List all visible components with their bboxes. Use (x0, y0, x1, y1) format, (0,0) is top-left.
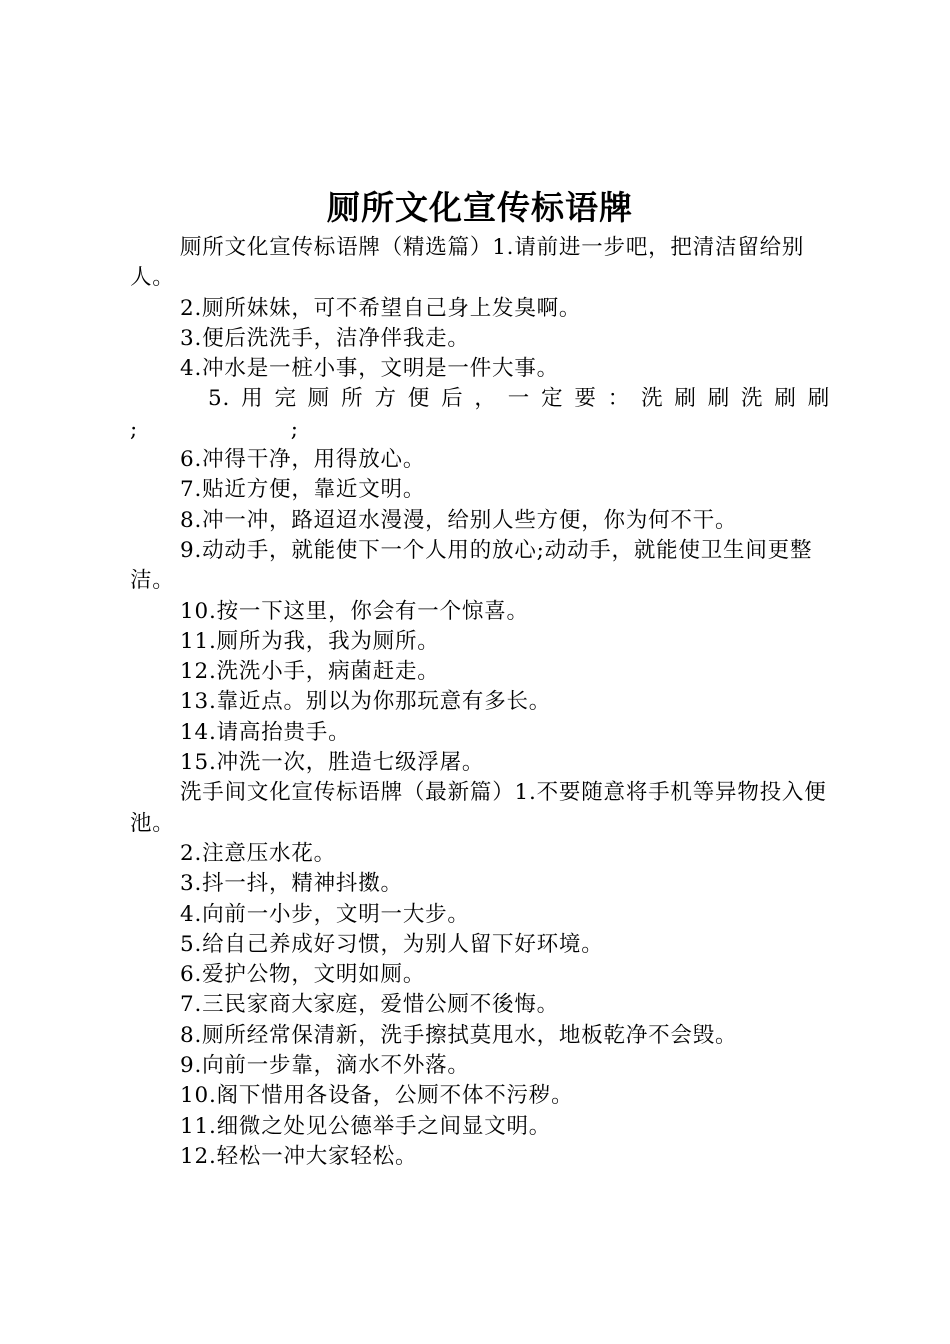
paragraph: 8.冲一冲，路迢迢水漫漫，给别人些方便，你为何不干。 (180, 507, 738, 533)
paragraph: 7.三民家商大家庭，爱惜公厕不後悔。 (180, 992, 559, 1018)
paragraph: 9.动动手，就能使下一个人用的放心;动动手，就能使卫生间更整洁。 (130, 537, 813, 594)
paragraph: 14.请高抬贵手。 (180, 719, 351, 745)
paragraph: 8.厕所经常保清新，洗手擦拭莫甩水，地板乾净不会毁。 (180, 1022, 738, 1048)
paragraph: 5.给自己养成好习惯，为别人留下好环境。 (180, 931, 604, 957)
paragraph: 6.冲得干净，用得放心。 (180, 447, 426, 473)
paragraph: 11.厕所为我，我为厕所。 (180, 628, 440, 654)
paragraph: 4.向前一小步，文明一大步。 (180, 901, 470, 927)
paragraph: 2.注意压水花。 (180, 840, 336, 866)
paragraph: 10.按一下这里，你会有一个惊喜。 (180, 598, 529, 624)
paragraph: 3.抖一抖，精神抖擞。 (180, 871, 403, 897)
paragraph: 13.靠近点。别以为你那玩意有多长。 (180, 689, 552, 715)
document-body (130, 233, 830, 1172)
paragraph: 12.轻松一冲大家轻松。 (180, 1143, 418, 1169)
paragraph: 10.阁下惜用各设备，公厕不体不污秽。 (180, 1083, 574, 1109)
paragraph: 7.贴近方便，靠近文明。 (180, 477, 426, 503)
paragraph: 11.细微之处见公德举手之间显文明。 (180, 1113, 552, 1139)
paragraph: 5.用完厕所方便后，一定要：洗刷刷洗刷刷 (208, 386, 830, 412)
paragraph: 15.冲洗一次，胜造七级浮屠。 (180, 750, 485, 776)
paragraph: 6.爱护公物，文明如厕。 (180, 962, 426, 988)
document-title: 厕所文化宣传标语牌 (327, 188, 633, 227)
paragraph: 9.向前一步靠，滴水不外落。 (180, 1053, 470, 1079)
paragraph: 洗手间文化宣传标语牌（最新篇）1.不要随意将手机等异物投入便池。 (130, 780, 827, 836)
paragraph: 2.厕所妹妹，可不希望自己身上发臭啊。 (180, 295, 582, 321)
paragraph: 4.冲水是一桩小事，文明是一件大事。 (180, 356, 559, 382)
paragraph: 厕所文化宣传标语牌（精选篇）1.请前进一步吧，把清洁留给别人。 (130, 235, 805, 291)
paragraph: ; ; (130, 416, 299, 442)
document-page (130, 183, 830, 1172)
paragraph: 3.便后洗洗手，洁净伴我走。 (180, 325, 470, 351)
paragraph: 12.洗洗小手，病菌赶走。 (180, 659, 440, 685)
